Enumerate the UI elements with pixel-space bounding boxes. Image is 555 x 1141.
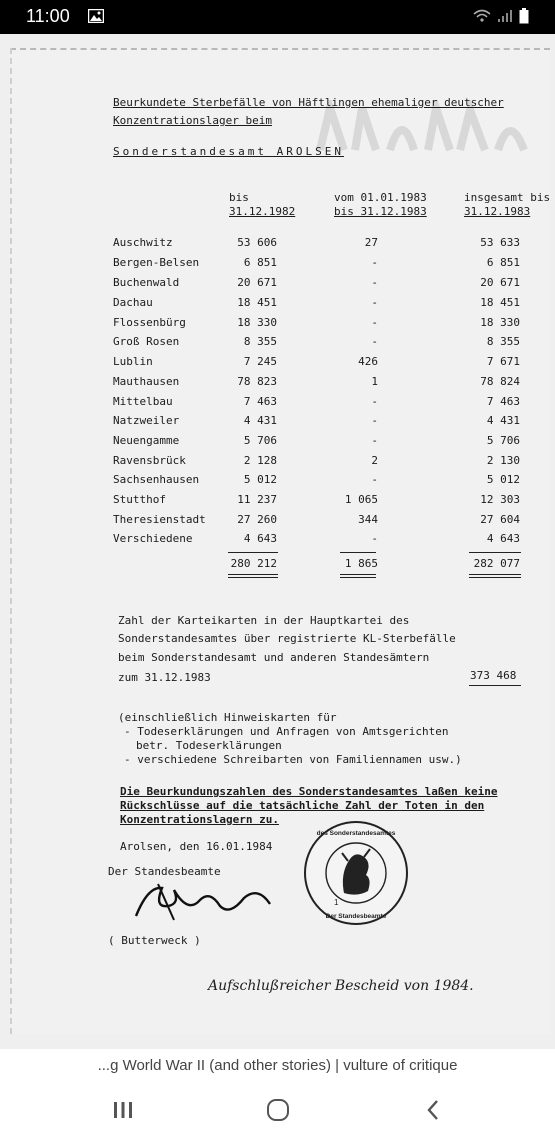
camp-name: Verschiedene	[113, 532, 193, 545]
status-bar	[0, 0, 555, 34]
value-1983: -	[371, 395, 378, 408]
camp-name: Dachau	[113, 296, 153, 309]
value-total: 5 012	[486, 473, 520, 486]
card-count-line-3: beim Sonderstandesamt und anderen Standesämtern	[118, 651, 430, 664]
value-total: 27 604	[480, 513, 520, 526]
value-total: 8 355	[486, 335, 520, 348]
camp-name: Neuengamme	[113, 434, 180, 447]
recent-apps-button[interactable]	[103, 1095, 143, 1129]
camp-name: Mauthausen	[113, 375, 180, 388]
camp-name: Ravensbrück	[113, 454, 186, 467]
header-line-3: Sonderstandesamt AROLSEN	[113, 145, 344, 158]
value-until-1982: 20 671	[237, 276, 277, 289]
place-date: Arolsen, den 16.01.1984	[120, 840, 273, 853]
col1-header-line1: bis	[229, 191, 249, 204]
camp-name: Sachsenhausen	[113, 473, 200, 486]
svg-text:Der Standesbeamte: Der Standesbeamte	[325, 913, 387, 920]
note-paren-line-3: betr. Todeserklärungen	[136, 739, 282, 752]
caption-italic: Aufschlußreicher Bescheid von 1984.	[208, 978, 474, 994]
value-until-1982: 27 260	[237, 513, 277, 526]
card-count-line-2: Sonderstandesamtes über registrierte KL-Sterbefälle	[118, 632, 456, 645]
double-rule	[340, 577, 376, 578]
disclaimer-line-1: Die Beurkundungszahlen des Sonderstandesamtes laßen keine	[120, 785, 498, 798]
col1-header-line2: 31.12.1982	[229, 205, 296, 218]
value-until-1982: 4 643	[243, 532, 277, 545]
value-total: 5 706	[486, 434, 520, 447]
value-1983: -	[371, 414, 378, 427]
value-total: 12 303	[480, 493, 520, 506]
value-until-1982: 4 431	[243, 414, 277, 427]
camp-name: Auschwitz	[113, 236, 173, 249]
svg-text:des Sonderstandesamtes: des Sonderstandesamtes	[316, 830, 396, 837]
card-count-line-4: zum 31.12.1983	[118, 671, 211, 684]
total-1983: 1 865	[344, 557, 378, 570]
sum-rule	[228, 552, 278, 553]
value-total: 7 463	[486, 395, 520, 408]
double-rule	[228, 574, 278, 575]
camp-name: Theresienstadt	[113, 513, 206, 526]
value-total: 78 824	[480, 375, 520, 388]
value-until-1982: 53 606	[237, 236, 277, 249]
value-1983: 344	[358, 513, 378, 526]
perforated-edge-left	[10, 48, 18, 1034]
value-1983: -	[371, 316, 378, 329]
bleed-through-blackletter	[310, 100, 540, 160]
camp-name: Buchenwald	[113, 276, 180, 289]
value-until-1982: 18 451	[237, 296, 277, 309]
col3-header-line2: 31.12.1983	[464, 205, 531, 218]
value-1983: -	[371, 473, 378, 486]
value-until-1982: 2 128	[243, 454, 277, 467]
value-total: 18 330	[480, 316, 520, 329]
note-paren-line-1: (einschließlich Hinweiskarten für	[118, 711, 337, 724]
value-total: 6 851	[486, 256, 520, 269]
recent-apps-icon	[112, 1100, 134, 1125]
camp-name: Mittelbau	[113, 395, 173, 408]
value-total: 4 643	[486, 532, 520, 545]
battery-icon	[519, 8, 529, 29]
value-1983: -	[371, 335, 378, 348]
note-paren-line-4: - verschiedene Schreibarten von Familiennamen usw.)	[124, 753, 462, 766]
camp-name: Bergen-Belsen	[113, 256, 200, 269]
header-line-2: Konzentrationslager beim	[113, 114, 272, 127]
header-line-1: Beurkundete Sterbefälle von Häftlingen ehemaliger deutscher	[113, 96, 504, 109]
sum-rule	[469, 552, 521, 553]
camp-name: Groß Rosen	[113, 335, 180, 348]
camp-name: Lublin	[113, 355, 153, 368]
value-total: 18 451	[480, 296, 520, 309]
value-1983: 1	[371, 375, 378, 388]
value-total: 2 130	[486, 454, 520, 467]
home-button[interactable]	[258, 1095, 298, 1129]
col2-header-line1: vom 01.01.1983	[334, 191, 427, 204]
note-paren-line-2: - Todeserklärungen und Anfragen von Amtsgerichten	[124, 725, 449, 738]
value-1983: -	[371, 276, 378, 289]
value-total: 7 671	[486, 355, 520, 368]
value-until-1982: 8 355	[243, 335, 277, 348]
value-1983: 2	[371, 454, 378, 467]
wifi-icon	[473, 9, 491, 28]
back-button[interactable]	[413, 1095, 453, 1129]
camp-name: Flossenbürg	[113, 316, 186, 329]
value-total: 4 431	[486, 414, 520, 427]
total-overall: 282 077	[473, 557, 520, 570]
handwritten-signature	[128, 876, 278, 930]
value-until-1982: 11 237	[237, 493, 277, 506]
value-total: 20 671	[480, 276, 520, 289]
double-rule	[340, 574, 376, 575]
value-1983: 426	[358, 355, 378, 368]
card-count-value: 373 468	[470, 669, 517, 682]
camp-name: Stutthof	[113, 493, 166, 506]
home-icon	[266, 1098, 290, 1127]
sum-rule	[340, 552, 376, 553]
signal-icon	[497, 9, 513, 28]
value-1983: 1 065	[344, 493, 378, 506]
image-viewer[interactable]	[0, 34, 555, 1049]
total-until-1982: 280 212	[230, 557, 277, 570]
status-icons	[473, 8, 529, 29]
camp-name: Natzweiler	[113, 414, 180, 427]
value-1983: -	[371, 532, 378, 545]
value-until-1982: 5 706	[243, 434, 277, 447]
document-scan	[10, 48, 550, 1034]
value-1983: -	[371, 434, 378, 447]
value-1983: 27	[364, 236, 378, 249]
signer-title: Der Standesbeamte	[108, 865, 221, 878]
value-total: 53 633	[480, 236, 520, 249]
col2-header-line2: bis 31.12.1983	[334, 205, 427, 218]
value-until-1982: 5 012	[243, 473, 277, 486]
value-until-1982: 18 330	[237, 316, 277, 329]
status-time: 11:00	[26, 6, 70, 26]
value-until-1982: 7 463	[243, 395, 277, 408]
signer-name: ( Butterweck )	[108, 934, 201, 947]
value-until-1982: 78 823	[237, 375, 277, 388]
value-until-1982: 7 245	[243, 355, 277, 368]
value-until-1982: 6 851	[243, 256, 277, 269]
double-rule	[228, 577, 278, 578]
card-count-rule	[469, 685, 521, 686]
double-rule	[469, 577, 521, 578]
col3-header-line1: insgesamt bis	[464, 191, 550, 204]
value-1983: -	[371, 256, 378, 269]
double-rule	[469, 574, 521, 575]
perforated-edge-top	[10, 48, 550, 56]
official-seal	[304, 821, 408, 925]
seal-number: 1	[334, 898, 339, 907]
navigation-bar	[0, 1083, 555, 1141]
card-count-line-1: Zahl der Karteikarten in der Hauptkartei des	[118, 614, 410, 627]
value-1983: -	[371, 296, 378, 309]
disclaimer-line-2: Rückschlüsse auf die tatsächliche Zahl der Toten in den	[120, 799, 485, 812]
back-chevron-icon	[425, 1098, 441, 1127]
disclaimer-line-3: Konzentrationslagern zu.	[120, 813, 279, 826]
gallery-notification-icon	[88, 9, 104, 28]
page-source-caption[interactable]: ...g World War II (and other stories) | vulture of critique	[0, 1049, 555, 1083]
